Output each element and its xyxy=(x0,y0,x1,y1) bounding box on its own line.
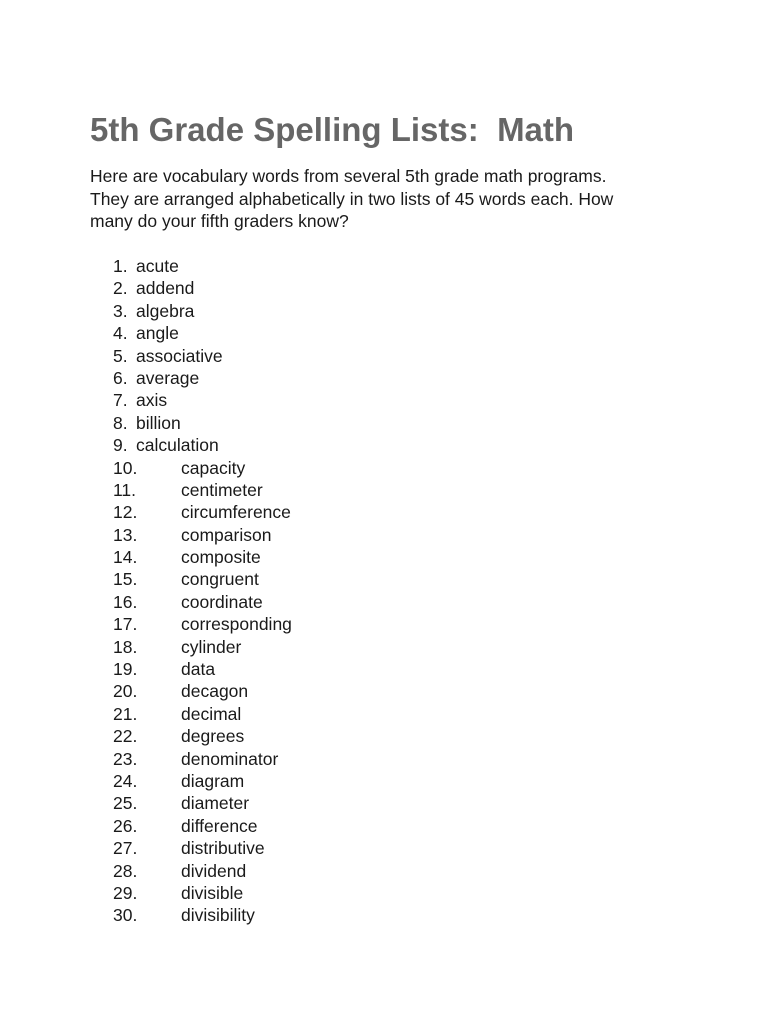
list-item-number: 3. xyxy=(113,300,128,321)
list-item-word: acute xyxy=(136,256,179,276)
list-item-number: 15. xyxy=(113,569,138,590)
list-item-number: 23. xyxy=(113,748,138,769)
list-item-number: 10. xyxy=(113,457,138,478)
list-item-word: axis xyxy=(136,390,168,411)
list-item-number: 9. xyxy=(113,435,128,456)
list-item-word: cylinder xyxy=(181,636,242,657)
list-item-number: 12. xyxy=(113,502,138,523)
list-item-number: 11. xyxy=(113,479,137,500)
list-item-number: 16. xyxy=(113,591,138,612)
list-item-word: distributive xyxy=(181,838,265,859)
list-item-word: dividend xyxy=(181,860,247,881)
list-item-word: diagram xyxy=(181,770,245,791)
list-item-number: 7. xyxy=(113,390,128,411)
list-item-word: centimeter xyxy=(181,479,263,500)
list-item-number: 13. xyxy=(113,524,138,545)
list-item-word: billion xyxy=(136,412,181,433)
list-item-word: decimal xyxy=(181,703,242,724)
list-item-word: associative xyxy=(136,345,223,366)
list-item-number: 25. xyxy=(113,793,138,814)
intro-line: Here are vocabulary words from several 5th grade math programs. xyxy=(90,166,607,186)
list-item-word: decagon xyxy=(181,681,249,702)
list-item-number: 21. xyxy=(113,703,138,724)
list-item-number: 2. xyxy=(113,278,128,299)
list-item-number: 28. xyxy=(113,860,138,881)
list-item-number: 24. xyxy=(113,770,138,791)
list-item-word: calculation xyxy=(136,435,219,456)
list-item-number: 1. xyxy=(113,256,128,276)
list-item-word: divisibility xyxy=(181,905,255,926)
list-item-number: 4. xyxy=(113,323,128,344)
list-item-word: divisible xyxy=(181,882,244,903)
list-item-word: degrees xyxy=(181,726,245,747)
list-item-number: 29. xyxy=(113,882,138,903)
intro-paragraph xyxy=(90,165,730,233)
list-item-word: coordinate xyxy=(181,591,263,612)
list-item-number: 6. xyxy=(113,367,128,388)
list-item-word: data xyxy=(181,659,216,680)
intro-line: many do your fifth graders know? xyxy=(90,211,349,231)
list-item-number: 14. xyxy=(113,547,138,568)
list-item-word: capacity xyxy=(181,457,246,478)
list-item-word: angle xyxy=(136,323,179,344)
list-item-number: 26. xyxy=(113,815,138,836)
list-item-word: algebra xyxy=(136,300,195,321)
list-item-word: difference xyxy=(181,815,258,836)
list-item-word: denominator xyxy=(181,748,279,769)
list-item-number: 19. xyxy=(113,659,138,680)
list-item-number: 5. xyxy=(113,345,128,366)
list-item-number: 30. xyxy=(113,905,138,926)
intro-line: They are arranged alphabetically in two lists of 45 words each. How xyxy=(90,188,614,209)
list-item-number: 8. xyxy=(113,412,128,433)
list-item-word: circumference xyxy=(181,502,291,523)
list-item-word: composite xyxy=(181,547,261,568)
list-item-word: corresponding xyxy=(181,614,292,635)
list-item-number: 22. xyxy=(113,726,138,747)
list-item-word: addend xyxy=(136,278,195,299)
list-item-word: diameter xyxy=(181,793,250,814)
list-item-number: 17. xyxy=(113,614,138,635)
list-item-number: 18. xyxy=(113,636,138,657)
list-item-word: congruent xyxy=(181,569,259,590)
page-title: 5th Grade Spelling Lists: Math xyxy=(90,111,575,148)
list-item-word: comparison xyxy=(181,524,272,545)
list-item-number: 20. xyxy=(113,681,138,702)
list-item-word: average xyxy=(136,367,200,388)
list-item-number: 27. xyxy=(113,838,138,859)
